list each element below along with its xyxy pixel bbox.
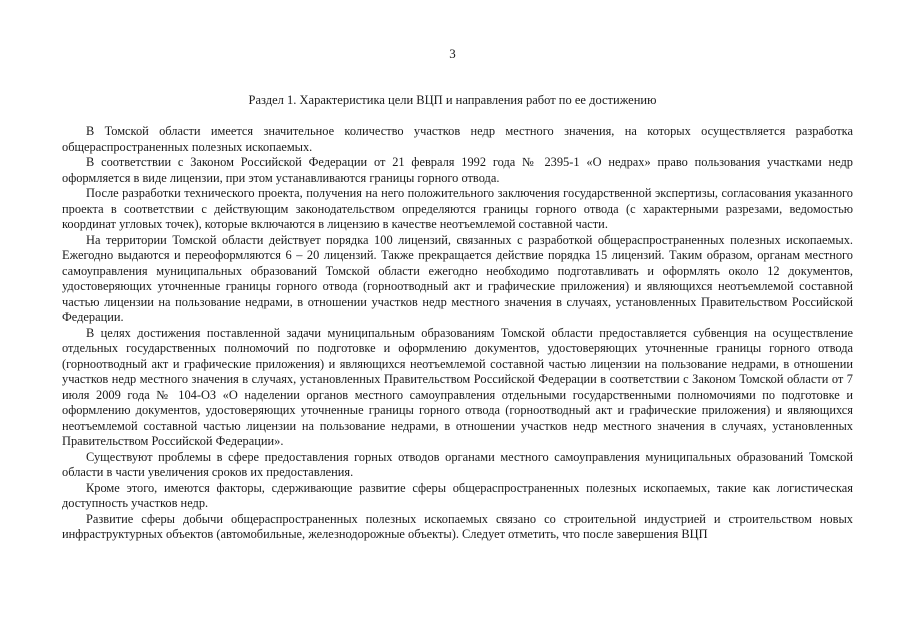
paragraph: Кроме этого, имеются факторы, сдерживающие развитие сферы общераспространенных полезных ископаемых, такие как логистическая доступность участков недр. [62, 480, 853, 510]
paragraph: На территории Томской области действует порядка 100 лицензий, связанных с разработкой общераспространенных полезных ископаемых. Ежегодно выдаются и переоформляются 6 – 20 лицензий. Также прекращается действие порядка 15 лицензий. Таким образом, органам местного самоуправления муниципальных образований Томской области ежегодно необходимо подготавливать и оформлять около 12 документов, удостоверяющих уточненные границы горного отвода (горноотводный акт и графические приложения) и являющихся неотъемлемой составной частью лицензии на пользование недрами, в отношении участков недр местного значения в случаях, установленных Правительством Российской Федерации. [62, 232, 853, 324]
section-title: Раздел 1. Характеристика цели ВЦП и направления работ по ее достижению [248, 93, 657, 107]
paragraph: Существуют проблемы в сфере предоставления горных отводов органами местного самоуправления муниципальных образований Томской области в части увеличения сроков их предоставления. [62, 449, 853, 479]
paragraph: В соответствии с Законом Российской Федерации от 21 февраля 1992 года № 2395-1 «О недрах» право пользования участками недр оформляется в виде лицензии, при этом устанавливаются границы горного отвода. [62, 155, 853, 185]
page-number: 3 [449, 46, 456, 61]
paragraph: В целях достижения поставленной задачи муниципальным образованиям Томской области предоставляется субвенция на осуществление отдельных государственных полномочий по подготовке и оформлению документов, удостоверяющих уточненные границы горного отвода (горноотводный акт и графические приложения) и являющихся неотъемлемой составной частью лицензии на пользование недрами, в отношении участков недр местного значения в случаях, установленных Правительством Российской Федерации в соответствии с Законом Томской области от 7 июля 2009 года № 104-ОЗ «О наделении органов местного самоуправления отдельными государственными полномочиями по подготовке и оформлению документов, удостоверяющих уточненные границы горного отвода (горноотводный акт и графические приложения) и являющихся неотъемлемой составной частью лицензии на пользование недрами, в отношении участков недр местного значения в случаях, установленных Правительством Российской Федерации». [62, 325, 853, 448]
paragraph: После разработки технического проекта, получения на него положительного заключения государственной экспертизы, согласования указанного проекта в соответствии с действующим законодательством определяются границы горного отвода (с характерными разрезами, ведомостью координат угловых точек), которые включаются в лицензию в качестве неотъемлемой составной части. [62, 186, 853, 231]
paragraph: Развитие сферы добычи общераспространенных полезных ископаемых связано со строительной индустрией и строительством новых инфраструктурных объектов (автомобильные, железнодорожные объекты). Следует отметить, что после завершения ВЦП [62, 511, 853, 541]
paragraph: В Томской области имеется значительное количество участков недр местного значения, на которых осуществляется разработка общераспространенных полезных ископаемых. [62, 124, 853, 154]
document-body [62, 124, 853, 543]
